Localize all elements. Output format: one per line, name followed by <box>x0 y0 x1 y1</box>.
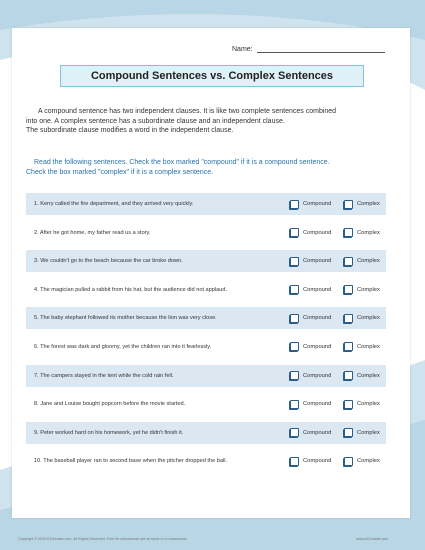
sentence-text: 1. Kerry called the fire department, and they arrived very quickly. <box>34 201 194 207</box>
sentence-text: 6. The forest was dark and gloomy, yet the children ran into it fearlessly. <box>34 343 212 350</box>
intro-line: The subordinate clause modifies a word in the independent clause. <box>26 127 234 134</box>
instructions <box>26 158 396 177</box>
complex-option[interactable]: Complex <box>344 457 380 466</box>
checkbox-icon[interactable] <box>290 285 299 294</box>
compound-option[interactable]: Compound <box>290 200 331 209</box>
complex-option[interactable]: Complex <box>344 428 380 437</box>
complex-option[interactable]: Complex <box>344 200 380 209</box>
title-text: Compound Sentences vs. Complex Sentences <box>90 70 334 82</box>
sentence-text: 5. The baby elephant followed its mother because the lion was very close. <box>34 315 217 322</box>
complex-option[interactable]: Complex <box>344 314 380 323</box>
sentence-text: 2. After he got home, my father read us a story. <box>34 229 151 236</box>
list-item <box>26 222 386 244</box>
compound-option[interactable]: Compound <box>290 457 331 466</box>
sentence-text: 3. We couldn't go to the beach because the car broke down. <box>34 258 183 265</box>
checkbox-icon[interactable] <box>290 457 299 466</box>
checkbox-icon[interactable] <box>344 200 353 209</box>
complex-option[interactable]: Complex <box>344 342 380 351</box>
complex-option[interactable]: Complex <box>344 371 380 380</box>
list-item <box>26 422 386 444</box>
intro-line: A compound sentence has two independent clauses. It is like two complete sentences combined <box>38 108 337 115</box>
name-field <box>232 44 385 53</box>
checkbox-icon[interactable] <box>344 228 353 237</box>
sentence-text: 8. Jane and Louise bought popcorn before the movie started. <box>34 401 186 408</box>
compound-option[interactable]: Compound <box>290 400 331 409</box>
compound-option[interactable]: Compound <box>290 228 331 237</box>
complex-option[interactable]: Complex <box>344 228 380 237</box>
list-item <box>26 250 386 272</box>
checkbox-icon[interactable] <box>290 428 299 437</box>
sentence-text: 7. The campers stayed in the tent while the cold rain fell. <box>34 372 174 379</box>
checkbox-icon[interactable] <box>344 257 353 266</box>
checkbox-icon[interactable] <box>344 457 353 466</box>
compound-option[interactable]: Compound <box>290 285 331 294</box>
intro-paragraph <box>26 107 396 136</box>
complex-option[interactable]: Complex <box>344 285 380 294</box>
sentence-text: 9. Peter worked hard on his homework, yet he didn't finish it. <box>34 429 184 436</box>
list-item <box>26 279 386 301</box>
compound-option[interactable]: Compound <box>290 257 331 266</box>
list-item <box>26 193 386 215</box>
list-item <box>26 450 386 472</box>
checkbox-icon[interactable] <box>290 342 299 351</box>
sentence-text: 10. The baseball player ran to second base when the pitcher dropped the ball. <box>34 458 228 465</box>
checkbox-icon[interactable] <box>344 285 353 294</box>
sentence-text: 4. The magician pulled a rabbit from his hat, but the audience did not applaud. <box>34 286 228 293</box>
compound-option[interactable]: Compound <box>290 342 331 351</box>
checkbox-icon[interactable] <box>290 314 299 323</box>
copyright-notice: Copyright © 2013 K12reader.com. All Rights Reserved. Free for educational use at home or in classrooms. <box>18 537 188 541</box>
instruction-line: Read the following sentences. Check the box marked "compound" if it is a compound sentence. <box>34 159 330 166</box>
list-item <box>26 393 386 415</box>
compound-option[interactable]: Compound <box>290 371 331 380</box>
site-url: www.k12reader.com <box>356 537 389 541</box>
instruction-line: Check the box marked "complex" if it is a complex sentence. <box>26 168 214 176</box>
intro-line: into one. A complex sentence has a subordinate clause and an independent clause. <box>26 117 285 125</box>
complex-option[interactable]: Complex <box>344 400 380 409</box>
worksheet-title <box>60 65 364 87</box>
checkbox-icon[interactable] <box>290 228 299 237</box>
checkbox-icon[interactable] <box>290 200 299 209</box>
checkbox-icon[interactable] <box>290 257 299 266</box>
list-item <box>26 336 386 358</box>
complex-option[interactable]: Complex <box>344 257 380 266</box>
list-item <box>26 307 386 329</box>
checkbox-icon[interactable] <box>344 428 353 437</box>
checkbox-icon[interactable] <box>290 400 299 409</box>
name-line[interactable] <box>257 44 385 53</box>
checkbox-icon[interactable] <box>344 400 353 409</box>
sentence-list <box>26 193 386 479</box>
checkbox-icon[interactable] <box>344 314 353 323</box>
checkbox-icon[interactable] <box>290 371 299 380</box>
list-item <box>26 365 386 387</box>
compound-option[interactable]: Compound <box>290 314 331 323</box>
checkbox-icon[interactable] <box>344 371 353 380</box>
checkbox-icon[interactable] <box>344 342 353 351</box>
compound-option[interactable]: Compound <box>290 428 331 437</box>
name-label: Name: <box>232 46 253 53</box>
